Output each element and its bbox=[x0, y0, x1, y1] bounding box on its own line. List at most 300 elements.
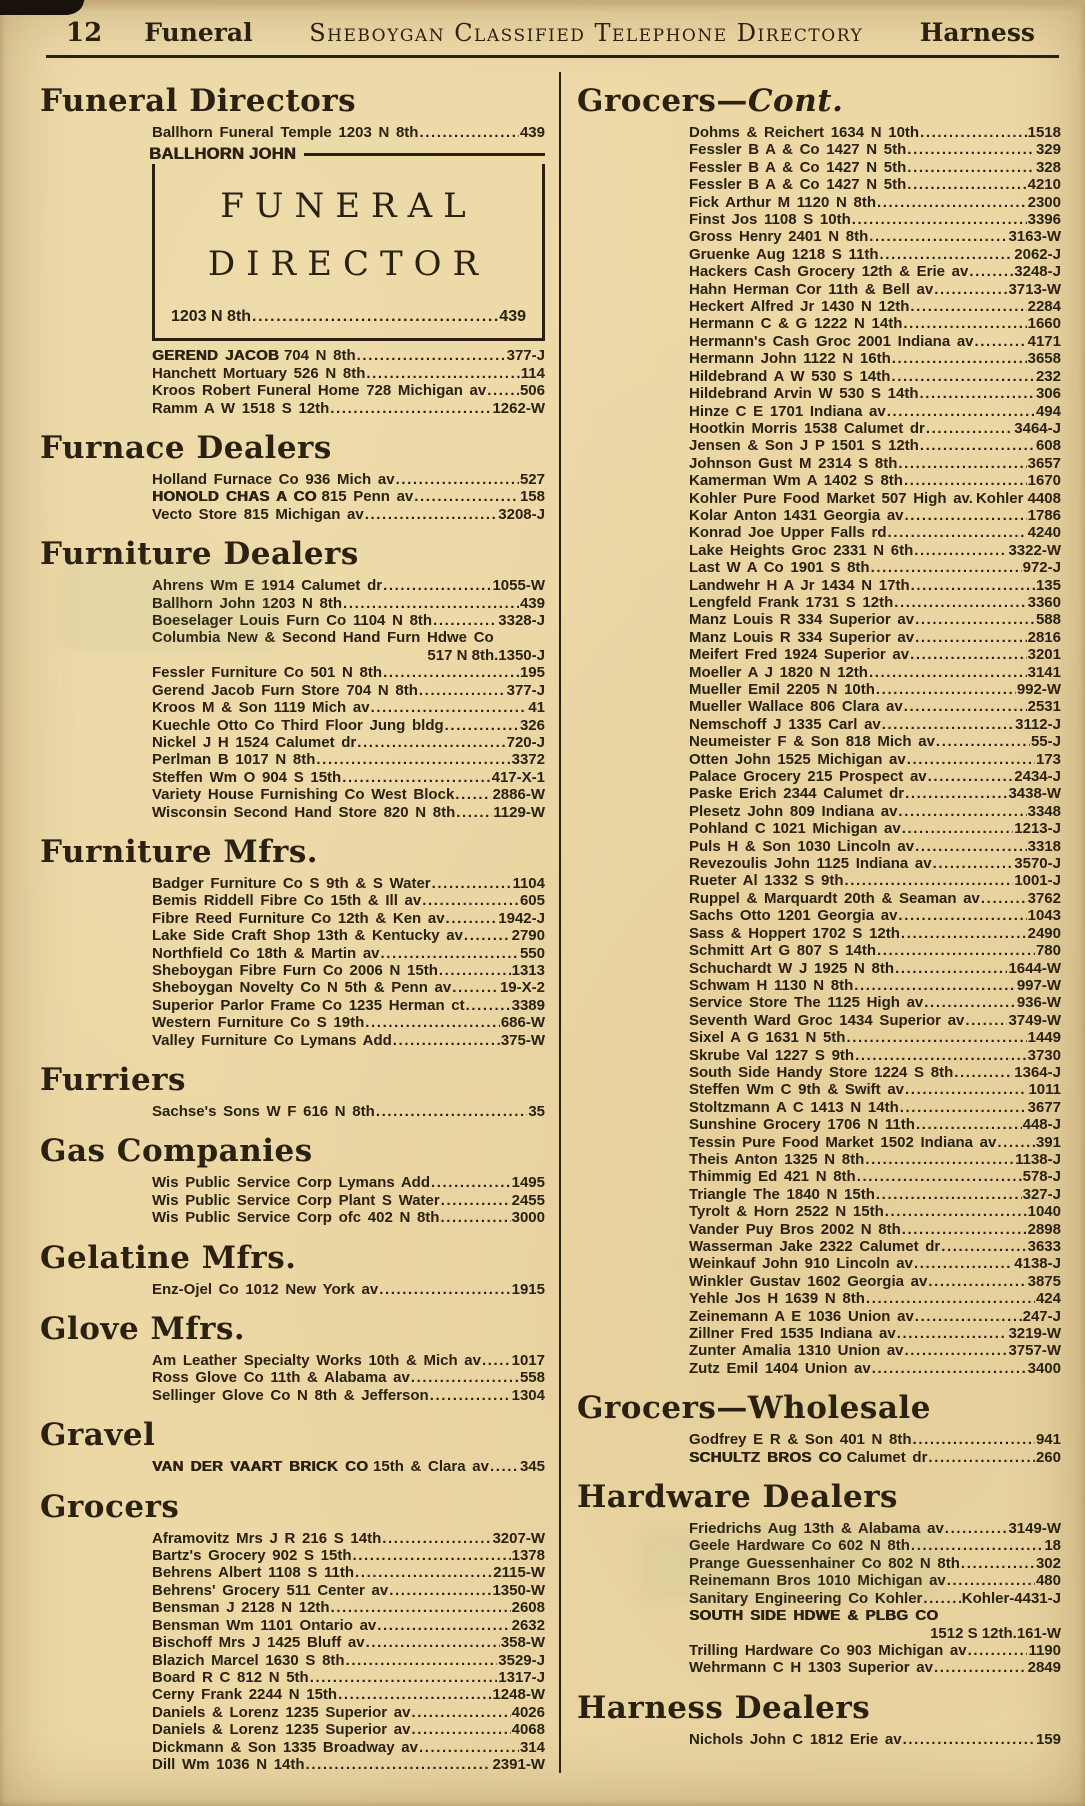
entry-row bbox=[152, 804, 545, 821]
entry-text: Hildebrand Arvin W 530 S 14th bbox=[689, 385, 919, 403]
directory-entry bbox=[577, 159, 1061, 176]
entry-text: Rueter Al 1332 S 9th bbox=[689, 872, 844, 890]
entry-row bbox=[689, 803, 1061, 820]
phone-number: 173 bbox=[1035, 750, 1061, 768]
column-block bbox=[577, 263, 1061, 280]
entry-text: Bensman J 2128 N 12th bbox=[152, 1599, 330, 1617]
dot-leader bbox=[877, 194, 1027, 211]
column-block bbox=[577, 281, 1061, 298]
phone-number: 1313 bbox=[511, 961, 545, 979]
directory-entry bbox=[577, 263, 1061, 280]
entry-text: Hinze C E 1701 Indiana av bbox=[689, 402, 886, 420]
column-block bbox=[577, 1221, 1061, 1238]
entry-text: Fibre Reed Furniture Co 12th & Ken av bbox=[152, 909, 445, 927]
dot-leader bbox=[898, 455, 1026, 472]
entry-text: Sheboygan Novelty Co N 5th & Penn av bbox=[152, 979, 452, 997]
dot-leader bbox=[430, 1387, 511, 1404]
entry-row bbox=[689, 611, 1061, 628]
phone-number: 3328-J bbox=[498, 612, 545, 630]
ad-top-rule bbox=[304, 153, 545, 156]
directory-entry bbox=[577, 559, 1061, 576]
column-block bbox=[577, 977, 1061, 994]
entry-name-heavy: HONOLD CHAS A CO bbox=[152, 488, 317, 506]
entry-row bbox=[152, 699, 545, 716]
directory-entry bbox=[40, 1721, 545, 1738]
column-block bbox=[40, 430, 545, 466]
phone-number: 3141 bbox=[1027, 663, 1061, 681]
phone-number: 260 bbox=[1035, 1448, 1061, 1466]
directory-entry bbox=[40, 1547, 545, 1564]
dot-leader bbox=[891, 368, 1035, 385]
entry-text: Lake Side Craft Shop 13th & Kentucky av bbox=[152, 927, 463, 945]
directory-entry bbox=[577, 1012, 1061, 1029]
entry-text: Schuchardt W J 1925 N 8th bbox=[689, 959, 895, 977]
directory-entry bbox=[577, 1449, 1061, 1466]
entry-row bbox=[689, 594, 1061, 611]
entry-row bbox=[152, 910, 545, 927]
directory-entry bbox=[577, 1081, 1061, 1098]
directory-entry bbox=[577, 437, 1061, 454]
entry-text: Hanchett Mortuary 526 N 8th bbox=[152, 364, 366, 382]
entry-text: Bemis Riddell Fibre Co 15th & Ill av bbox=[152, 892, 422, 910]
dot-leader bbox=[928, 768, 1014, 785]
directory-entry bbox=[577, 1642, 1061, 1659]
entry-row bbox=[152, 1032, 545, 1049]
entry-row bbox=[689, 490, 1061, 507]
entry-text: Enz-Ojel Co 1012 New York av bbox=[152, 1280, 379, 1298]
entry-row bbox=[152, 347, 545, 364]
dot-leader bbox=[393, 1032, 500, 1049]
entry-row bbox=[689, 1308, 1061, 1325]
phone-number: 3657 bbox=[1027, 454, 1061, 472]
entry-text: Kroos Robert Funeral Home 728 Michigan av bbox=[152, 382, 487, 400]
entry-continuation-line: 517 N 8th.1350-J bbox=[427, 646, 545, 664]
column-block bbox=[40, 1014, 545, 1031]
dot-leader bbox=[898, 803, 1026, 820]
dot-leader bbox=[446, 910, 498, 927]
dot-leader bbox=[382, 1530, 491, 1547]
entry-text: Schmitt Art G 807 S 14th bbox=[689, 942, 876, 960]
phone-number: 41 bbox=[528, 699, 545, 717]
directory-entry bbox=[40, 365, 545, 382]
dot-leader bbox=[316, 751, 510, 768]
column-block bbox=[40, 1739, 545, 1756]
directory-entry bbox=[40, 892, 545, 909]
dot-leader bbox=[411, 1704, 510, 1721]
entry-row bbox=[152, 786, 545, 803]
dot-leader bbox=[353, 1547, 511, 1564]
entry-text: Superior Parlor Frame Co 1235 Herman ct bbox=[152, 996, 465, 1014]
phone-number: 417-X-1 bbox=[491, 768, 545, 786]
column-block bbox=[577, 785, 1061, 802]
phone-number: 35 bbox=[528, 1103, 545, 1120]
directory-entry bbox=[577, 1731, 1061, 1748]
phone-number: 2455 bbox=[511, 1191, 545, 1209]
dot-leader bbox=[915, 838, 1027, 855]
phone-number: 3322-W bbox=[1008, 541, 1061, 559]
column-block bbox=[577, 315, 1061, 332]
column-block bbox=[40, 1369, 545, 1386]
dot-leader bbox=[902, 1221, 1027, 1238]
column-block bbox=[40, 962, 545, 979]
phone-number: 506 bbox=[519, 382, 545, 400]
dot-leader bbox=[934, 281, 1007, 298]
phone-number: 1213-J bbox=[1014, 820, 1061, 838]
directory-entry bbox=[577, 594, 1061, 611]
entry-name-heavy: SOUTH SIDE HDWE & PLBG CO bbox=[689, 1607, 939, 1625]
phone-number: 195 bbox=[519, 664, 545, 682]
entry-text: Finst Jos 1108 S 10th bbox=[689, 211, 851, 229]
column-block bbox=[40, 347, 545, 364]
section-heading bbox=[577, 1690, 1061, 1726]
entry-row bbox=[689, 1221, 1061, 1238]
column-block bbox=[577, 681, 1061, 698]
directory-entry bbox=[40, 488, 545, 505]
dot-leader bbox=[869, 228, 1007, 245]
directory-entry bbox=[40, 751, 545, 768]
dot-leader bbox=[915, 611, 1035, 628]
entry-row bbox=[689, 472, 1061, 489]
section-heading bbox=[40, 1133, 545, 1169]
entry-text: Zillner Fred 1535 Indiana av bbox=[689, 1325, 896, 1343]
entry-text: Seventh Ward Groc 1434 Superior av bbox=[689, 1011, 965, 1029]
directory-entry bbox=[577, 785, 1061, 802]
entry-name-heavy: GEREND JACOB bbox=[152, 347, 279, 365]
dot-leader bbox=[888, 524, 1027, 541]
entry-row bbox=[152, 1103, 545, 1120]
entry-text: Johnson Gust M 2314 S 8th bbox=[689, 454, 898, 472]
dot-leader bbox=[969, 263, 1013, 280]
dot-leader bbox=[355, 1564, 492, 1581]
ad-address: 1203 N 8th bbox=[171, 308, 252, 326]
entry-name-heavy: SCHULTZ BROS CO bbox=[689, 1448, 842, 1466]
dot-leader bbox=[414, 488, 519, 505]
entry-row bbox=[152, 1669, 545, 1686]
dot-leader bbox=[331, 1599, 511, 1616]
phone-number: 3633 bbox=[1027, 1238, 1061, 1255]
directory-entry bbox=[40, 1103, 545, 1120]
directory-entry bbox=[577, 228, 1061, 245]
entry-text: Kohler Pure Food Market 507 High av. bbox=[689, 489, 973, 507]
directory-entry bbox=[577, 994, 1061, 1011]
entry-text: Schwam H 1130 N 8th bbox=[689, 976, 854, 994]
dot-leader bbox=[252, 308, 498, 326]
entry-text: Board R C 812 N 5th bbox=[152, 1668, 309, 1686]
page-number: 12 bbox=[66, 18, 103, 48]
column-block bbox=[40, 400, 545, 417]
dot-leader bbox=[897, 1325, 1008, 1342]
dot-leader bbox=[910, 646, 1027, 663]
entry-row bbox=[689, 333, 1061, 350]
directory-entry bbox=[577, 907, 1061, 924]
column-block bbox=[577, 1449, 1061, 1466]
phone-number: 327-J bbox=[1022, 1185, 1061, 1203]
column-block bbox=[577, 141, 1061, 158]
section-heading-text: Hardware Dealers bbox=[577, 1479, 898, 1516]
entry-row bbox=[152, 945, 545, 962]
entry-text: Bischoff Mrs J 1425 Bluff av bbox=[152, 1634, 365, 1652]
entry-row bbox=[152, 1704, 545, 1721]
entry-text: Nemschoff J 1335 Carl av bbox=[689, 715, 881, 733]
phone-number: 1040 bbox=[1027, 1203, 1061, 1221]
directory-entry bbox=[40, 1669, 545, 1686]
directory-entry bbox=[40, 927, 545, 944]
column-block bbox=[577, 1360, 1061, 1377]
directory-entry bbox=[577, 942, 1061, 959]
entry-text: Stoltzmann A C 1413 N 14th bbox=[689, 1098, 899, 1116]
entry-row bbox=[689, 315, 1061, 332]
entry-text: Badger Furniture Co S 9th & S Water bbox=[152, 874, 431, 892]
dot-leader bbox=[865, 1151, 1014, 1168]
entry-row bbox=[689, 716, 1061, 733]
phone-number: 135 bbox=[1035, 576, 1061, 594]
entry-text: Vecto Store 815 Michigan av bbox=[152, 505, 364, 523]
entry-text: Variety House Furnishing Co West Block bbox=[152, 786, 455, 804]
directory-entry bbox=[577, 455, 1061, 472]
dot-leader bbox=[901, 925, 1027, 942]
directory-entry bbox=[40, 1564, 545, 1581]
column-block bbox=[40, 1704, 545, 1721]
phone-number: 2886-W bbox=[492, 786, 545, 804]
directory-entry bbox=[577, 141, 1061, 158]
dot-leader bbox=[882, 716, 1014, 733]
entry-row bbox=[152, 1352, 545, 1369]
directory-entry bbox=[40, 1652, 545, 1669]
entry-text: Ross Glove Co 11th & Alabama av bbox=[152, 1369, 410, 1387]
directory-entry bbox=[40, 786, 545, 803]
phone-number: 1644-W bbox=[1008, 959, 1061, 977]
column-block bbox=[577, 176, 1061, 193]
phone-number: 3201 bbox=[1027, 646, 1061, 664]
phone-number: 936-W bbox=[1016, 994, 1061, 1012]
entry-row bbox=[689, 768, 1061, 785]
entry-row bbox=[689, 1134, 1061, 1151]
dot-leader bbox=[342, 769, 490, 786]
entry-row bbox=[152, 979, 545, 996]
entry-text: Ahrens Wm E 1914 Calumet dr bbox=[152, 577, 383, 595]
entry-text: Perlman B 1017 N 8th bbox=[152, 751, 316, 769]
entry-row bbox=[689, 942, 1061, 959]
section-heading bbox=[40, 1062, 545, 1098]
phone-number: 439 bbox=[519, 124, 545, 141]
column-block bbox=[577, 1479, 1061, 1515]
entry-row bbox=[152, 1564, 545, 1581]
entry-row bbox=[689, 1449, 1061, 1466]
directory-entry bbox=[577, 664, 1061, 681]
column-block bbox=[40, 927, 545, 944]
entry-row bbox=[152, 1281, 545, 1298]
directory-entry bbox=[577, 1203, 1061, 1220]
entry-row bbox=[689, 1659, 1061, 1676]
entry-row bbox=[689, 855, 1061, 872]
column-block bbox=[40, 488, 545, 505]
phone-number: 4240 bbox=[1027, 524, 1061, 542]
section-heading-text: Gravel bbox=[40, 1417, 156, 1454]
dot-leader bbox=[456, 804, 492, 821]
directory-entry bbox=[577, 698, 1061, 715]
column-block bbox=[577, 368, 1061, 385]
directory-entry bbox=[577, 577, 1061, 594]
phone-number: 3348 bbox=[1027, 802, 1061, 820]
entry-row bbox=[689, 141, 1061, 158]
entry-row bbox=[689, 350, 1061, 367]
directory-entry bbox=[40, 124, 545, 141]
column-block bbox=[577, 1203, 1061, 1220]
column-block bbox=[577, 211, 1061, 228]
directory-entry bbox=[577, 350, 1061, 367]
column-block bbox=[40, 875, 545, 892]
column-block bbox=[577, 646, 1061, 663]
directory-entry bbox=[40, 1352, 545, 1369]
two-column-layout bbox=[0, 58, 1085, 1773]
section-heading-suffix: Cont. bbox=[747, 83, 844, 119]
phone-number: 302 bbox=[1035, 1554, 1061, 1572]
entry-row bbox=[689, 872, 1061, 889]
directory-entry bbox=[577, 890, 1061, 907]
directory-entry bbox=[40, 664, 545, 681]
column-block bbox=[40, 1209, 545, 1226]
column-block bbox=[40, 83, 545, 119]
directory-entry bbox=[40, 347, 545, 364]
dot-leader bbox=[974, 490, 975, 507]
column-block bbox=[577, 925, 1061, 942]
entry-row bbox=[152, 751, 545, 768]
entry-row bbox=[689, 1064, 1061, 1081]
dot-leader bbox=[961, 1555, 1035, 1572]
entry-row bbox=[689, 681, 1061, 698]
directory-entry bbox=[577, 803, 1061, 820]
phone-number: 1364-J bbox=[1014, 1063, 1061, 1081]
dot-leader bbox=[846, 1029, 1026, 1046]
directory-entry bbox=[577, 733, 1061, 750]
entry-text: Hermann C & G 1222 N 14th bbox=[689, 315, 903, 333]
entry-row bbox=[152, 1721, 545, 1738]
column-block bbox=[577, 524, 1061, 541]
phone-number: 3400 bbox=[1027, 1359, 1061, 1377]
dot-leader bbox=[365, 1014, 500, 1031]
directory-entry bbox=[577, 542, 1061, 559]
dot-leader bbox=[371, 699, 528, 716]
dot-leader bbox=[439, 962, 511, 979]
phone-number: 158 bbox=[519, 488, 545, 506]
entry-row bbox=[152, 1617, 545, 1634]
entry-text: Ballhorn Funeral Temple 1203 N 8th bbox=[152, 124, 419, 141]
entry-row bbox=[689, 1731, 1061, 1748]
ink-bleed-ghost bbox=[60, 560, 280, 650]
directory-entry bbox=[577, 246, 1061, 263]
section-heading bbox=[577, 83, 1061, 119]
column-block bbox=[577, 698, 1061, 715]
entry-row bbox=[152, 471, 545, 488]
entry-text: Hermann John 1122 N 16th bbox=[689, 350, 891, 368]
phone-number: 345 bbox=[519, 1458, 545, 1476]
phone-number: 1248-W bbox=[492, 1686, 545, 1704]
phone-number: 114 bbox=[520, 364, 545, 382]
directory-entry bbox=[577, 176, 1061, 193]
entry-text: Northfield Co 18th & Martin av bbox=[152, 944, 380, 962]
column-block bbox=[577, 124, 1061, 141]
entry-text: Hootkin Morris 1538 Calumet dr bbox=[689, 419, 925, 437]
entry-row bbox=[152, 1634, 545, 1651]
column-block bbox=[577, 228, 1061, 245]
dot-leader bbox=[913, 1431, 1035, 1448]
column-block bbox=[577, 1081, 1061, 1098]
entry-text: Palace Grocery 215 Prospect av bbox=[689, 768, 927, 786]
phone-number: 2391-W bbox=[492, 1755, 545, 1773]
dot-leader bbox=[433, 612, 497, 629]
phone-number: 3372 bbox=[511, 751, 545, 769]
dot-leader bbox=[904, 698, 1027, 715]
dot-leader bbox=[887, 403, 1035, 420]
dot-leader bbox=[464, 927, 511, 944]
directory-entry bbox=[577, 1238, 1061, 1255]
phone-number: 3248-J bbox=[1014, 263, 1061, 281]
section-heading-text: Furniture Mfrs. bbox=[40, 833, 319, 870]
section-heading-text: Furriers bbox=[40, 1062, 186, 1098]
entry-row bbox=[689, 1273, 1061, 1290]
dot-leader bbox=[894, 594, 1026, 611]
directory-entry bbox=[40, 1387, 545, 1404]
section-heading bbox=[40, 834, 545, 870]
entry-text: Gross Henry 2401 N 8th bbox=[689, 228, 869, 246]
entry-row bbox=[689, 385, 1061, 402]
section-heading-text: Gelatine Mfrs. bbox=[40, 1239, 297, 1276]
column-block bbox=[577, 942, 1061, 959]
column-block bbox=[40, 1240, 545, 1276]
directory-entry bbox=[40, 382, 545, 399]
entry-row bbox=[689, 1325, 1061, 1342]
phone-number: 2434-J bbox=[1014, 768, 1061, 786]
column-block bbox=[40, 892, 545, 909]
entry-text: Sass & Hoppert 1702 S 12th bbox=[689, 924, 900, 942]
dot-leader bbox=[934, 1659, 1027, 1676]
column-block bbox=[40, 1062, 545, 1098]
directory-entry bbox=[577, 611, 1061, 628]
directory-entry bbox=[40, 1458, 545, 1475]
entry-row bbox=[152, 769, 545, 786]
directory-entry bbox=[40, 1369, 545, 1386]
entry-text: Konrad Joe Upper Falls rd bbox=[689, 524, 887, 542]
entry-text: Moeller A J 1820 N 12th bbox=[689, 663, 868, 681]
dot-leader bbox=[916, 1116, 1022, 1133]
ad-header bbox=[149, 144, 545, 164]
directory-entry bbox=[577, 1308, 1061, 1325]
phone-number: 972-J bbox=[1022, 559, 1061, 577]
dot-leader bbox=[876, 1186, 1022, 1203]
column-block bbox=[577, 490, 1061, 507]
section-heading bbox=[40, 430, 545, 466]
entry-row bbox=[689, 1029, 1061, 1046]
column-block bbox=[40, 1192, 545, 1209]
column-block bbox=[577, 1607, 1061, 1642]
column-block bbox=[577, 455, 1061, 472]
entry-row bbox=[689, 298, 1061, 315]
phone-number: 4210 bbox=[1027, 176, 1061, 194]
column-block bbox=[577, 159, 1061, 176]
phone-number: Kohler-4431-J bbox=[961, 1589, 1061, 1607]
phone-number: 306 bbox=[1035, 385, 1061, 403]
entry-row bbox=[689, 159, 1061, 176]
phone-number: 247-J bbox=[1022, 1307, 1061, 1325]
dot-leader bbox=[445, 717, 519, 734]
entry-text: Fessler Furniture Co 501 N 8th bbox=[152, 664, 383, 682]
dot-leader bbox=[936, 733, 1030, 750]
entry-text: Kamerman Wm A 1402 S 8th bbox=[689, 472, 903, 490]
column-block bbox=[577, 1064, 1061, 1081]
entry-row bbox=[689, 1607, 1061, 1624]
section-heading bbox=[577, 1390, 1061, 1426]
column-block bbox=[40, 910, 545, 927]
